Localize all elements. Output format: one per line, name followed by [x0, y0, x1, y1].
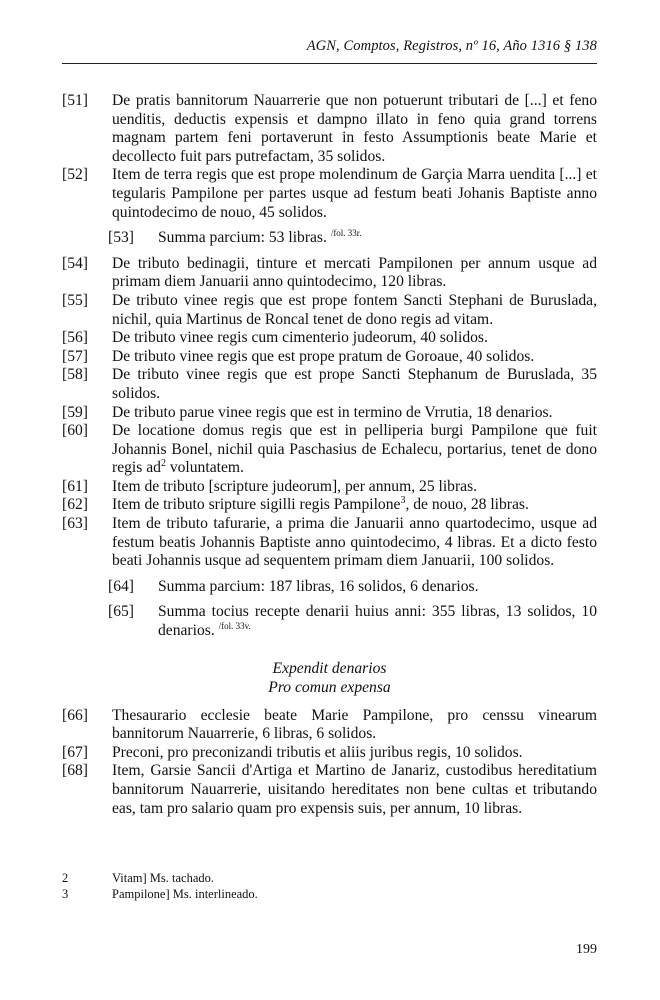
footnote-number: 2 [62, 871, 69, 885]
entry-number: [63] [62, 515, 88, 533]
footnotes [62, 870, 597, 902]
entry-61 [62, 478, 597, 497]
entry-59 [62, 404, 597, 423]
entry-57 [62, 348, 597, 367]
entry-text: Item, Garsie Sancii d'Artiga et Martino de Janariz, custodibus hereditatium bannitorum Nauarrerie, uisitando hereditates non bene cultas et tributando eas, tam pro salario quam pro expensis suis, per annum, 10 libras. [112, 762, 597, 817]
entry-number: [51] [62, 92, 88, 109]
footnote-3 [62, 886, 597, 902]
entry-text: Thesaurario ecclesie beate Marie Pampilone, pro censsu vinearum bannitorum Nauarrerie, 6 libras, 6 solidos. [112, 706, 597, 743]
entry-text: De tributo vinee regis que est prope Sancti Stephanum de Buruslada, 35 solidos. [112, 366, 597, 402]
entry-number: [59] [62, 403, 88, 421]
section-title: Expendit denarios [272, 659, 387, 677]
entry-text: Preconi, pro preconizandi tributis et aliis juribus regis, 10 solidos. [112, 743, 523, 761]
entry-51 [62, 92, 597, 166]
footnote-2 [62, 870, 597, 886]
entry-text: Summa tocius recepte denarii huius anni: 355 libras, 13 solidos, 10 denarios. [158, 603, 597, 640]
entry-text: De locatione domus regis que est in pelliperia burgi Pampilone que fuit Johannis Bonel, nichil quia Paschasius de Echalecu, portarius, tenet de dono regis ad [112, 422, 597, 477]
entry-number: [58] [62, 366, 88, 384]
footnote-ref: 2 [160, 458, 166, 470]
entry-number: [52] [62, 166, 88, 184]
entry-53-summary [108, 229, 597, 248]
entry-number: [62] [62, 496, 88, 514]
entry-text: De tributo parue vinee regis que est in termino de Vrrutia, 18 denarios. [112, 403, 553, 421]
entry-text-cont: voluntatem. [165, 459, 244, 477]
entry-67 [62, 744, 597, 763]
entry-text: Item de tributo [scripture judeorum], per annum, 25 libras. [112, 477, 478, 495]
entry-number: [64] [108, 577, 134, 595]
entry-number: [66] [62, 706, 88, 724]
footnote-text: Vitam] Ms. tachado. [112, 871, 215, 885]
section-subtitle: Pro comun expensa [268, 678, 391, 696]
entry-number: [55] [62, 291, 88, 309]
entry-number: [54] [62, 254, 88, 272]
entry-54 [62, 255, 597, 292]
entry-55 [62, 292, 597, 329]
entry-66 [62, 707, 597, 744]
entry-56 [62, 329, 597, 348]
entry-65-total [108, 603, 597, 640]
entry-number: [57] [62, 347, 88, 365]
folio-marker: /fol. 33v. [218, 620, 251, 631]
entry-62 [62, 496, 597, 515]
entry-text: Item de tributo tafurarie, a prima die Januarii anno quartodecimo, usque ad festum beatis Johannis Baptiste anno quintodecimo, 4 libras. Et a dicto festo beati Johannis usque ad sequentem primam diem Januarii, 100 solidos. [112, 515, 597, 570]
entry-text: Item de tributo sripture sigilli regis Pampilone [112, 496, 401, 514]
main-text [62, 92, 597, 818]
folio-marker: /fol. 33r. [330, 227, 362, 238]
entry-number: [68] [62, 762, 88, 780]
entry-number: [56] [62, 329, 88, 347]
entry-text: Item de terra regis que est prope molendinum de Garçia Marra uendita [...] et tegularis Pampilone per partes usque ad festum beati Johanis Baptiste anno quintodecimo de nouo, 45 solidos. [112, 166, 597, 221]
entry-text: Summa parcium: 187 libras, 16 solidos, 6 denarios. [158, 577, 479, 595]
footnote-number: 3 [62, 887, 69, 901]
entry-64-summary [108, 578, 597, 597]
entry-52 [62, 166, 597, 222]
entry-number: [60] [62, 422, 88, 440]
entry-58 [62, 366, 597, 403]
entry-text-cont: , de nouo, 28 libras. [405, 496, 529, 514]
page-number: 199 [576, 942, 597, 957]
header-rule [62, 63, 597, 64]
entry-text: De tributo bedinagii, tinture et mercati Pampilonen per annum usque ad primam diem Januarii anno quintodecimo, 120 libras. [112, 254, 597, 291]
entry-60 [62, 422, 597, 478]
entry-63 [62, 515, 597, 571]
entry-number: [61] [62, 477, 88, 495]
entry-68 [62, 762, 597, 818]
entry-text: De tributo vinee regis que est prope fontem Sancti Stephani de Buruslada, nichil, quia Martinus de Roncal tenet de dono regis ad vitam. [112, 291, 597, 328]
entry-text: De tributo vinee regis que est prope pratum de Goroaue, 40 solidos. [112, 347, 535, 365]
entry-number: [53] [108, 229, 134, 247]
entry-number: [65] [108, 603, 134, 621]
footnote-ref: 3 [400, 495, 406, 507]
entry-text: De pratis bannitorum Nauarrerie que non potuerunt tributari de [...] et feno uenditis, deductis expensis et dampno illato in feno quia grand torrens magnam partem feni portaverunt in festo Assumptionis beate Marie et decollecto fuit pars putrefactam, 35 solidos. [112, 92, 597, 165]
entry-text: Summa parcium: 53 libras. [158, 229, 327, 247]
entry-text: De tributo vinee regis cum cimenterio judeorum, 40 solidos. [112, 329, 488, 347]
running-head: AGN, Comptos, Registros, nº 16, Año 1316 § 138 [306, 38, 597, 54]
footnote-text: Pampilone] Ms. interlineado. [112, 887, 258, 901]
entry-number: [67] [62, 743, 88, 761]
